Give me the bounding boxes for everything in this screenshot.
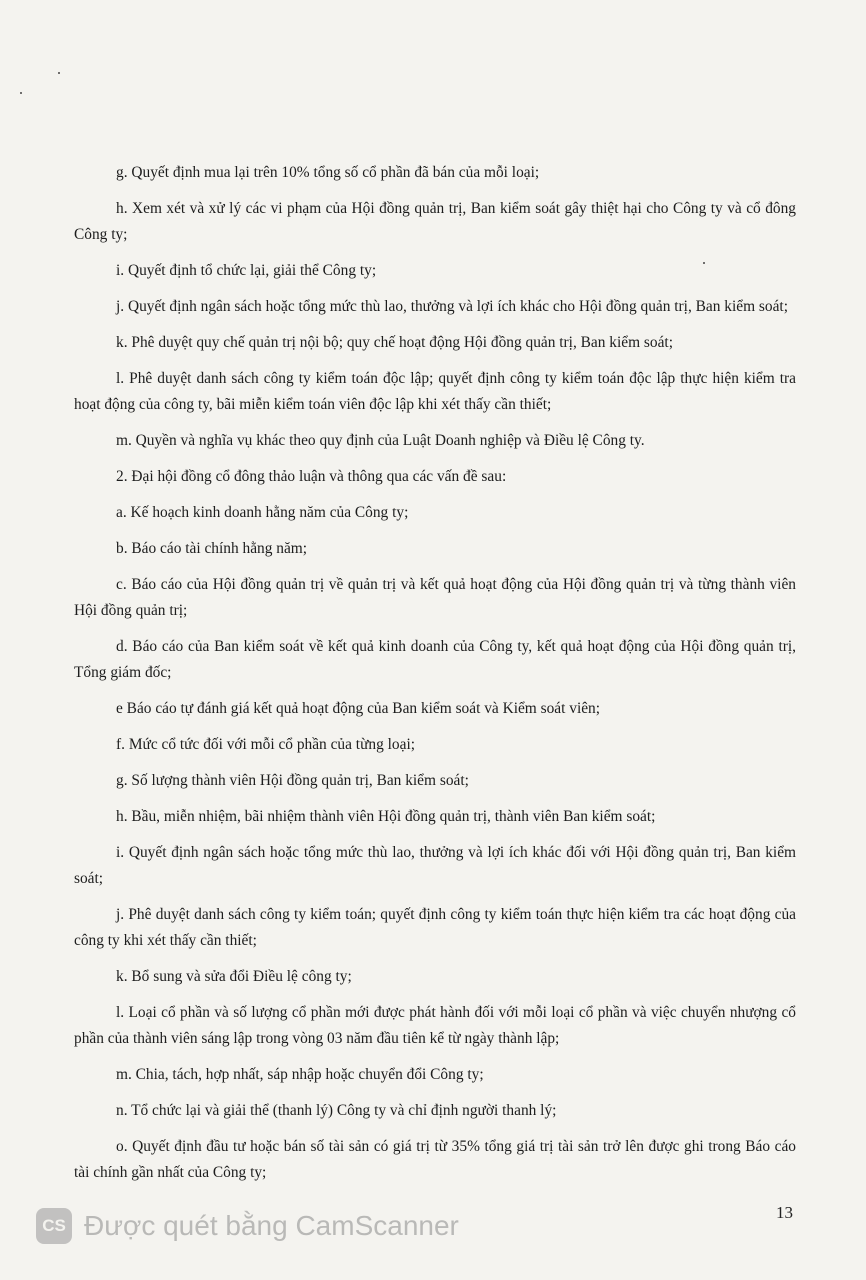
paragraph: l. Phê duyệt danh sách công ty kiểm toán độc lập; quyết định công ty kiểm toán độc lập thực hiện kiểm tra hoạt động của công ty, bãi miễn kiểm toán viên độc lập khi xét thấy cần thiết;: [74, 370, 796, 413]
scan-speck: [20, 92, 22, 94]
paragraph: b. Báo cáo tài chính hằng năm;: [116, 540, 308, 557]
paragraph: e Báo cáo tự đánh giá kết quả hoạt động của Ban kiểm soát và Kiểm soát viên;: [116, 700, 601, 717]
page-number: 13: [776, 1203, 793, 1222]
camscanner-logo-icon: CS: [36, 1208, 72, 1244]
paragraph: j. Quyết định ngân sách hoặc tổng mức thù lao, thưởng và lợi ích khác cho Hội đồng quản trị, Ban kiểm soát;: [116, 298, 788, 315]
paragraph: f. Mức cổ tức đối với mỗi cổ phần của từng loại;: [116, 736, 416, 753]
scan-speck: [58, 72, 60, 74]
paragraph: 2. Đại hội đồng cổ đông thảo luận và thông qua các vấn đề sau:: [116, 468, 507, 485]
paragraph: i. Quyết định ngân sách hoặc tổng mức thù lao, thưởng và lợi ích khác đối với Hội đồng quản trị, Ban kiểm soát;: [74, 844, 796, 887]
paragraph: i. Quyết định tổ chức lại, giải thể Công ty;: [116, 262, 377, 279]
paragraph: o. Quyết định đầu tư hoặc bán số tài sản có giá trị từ 35% tổng giá trị tài sản trở lên được ghi trong Báo cáo tài chính gần nhất của Công ty;: [74, 1138, 796, 1181]
paragraph: g. Quyết định mua lại trên 10% tổng số cổ phần đã bán của mỗi loại;: [116, 164, 540, 181]
paragraph: m. Chia, tách, hợp nhất, sáp nhập hoặc chuyển đổi Công ty;: [116, 1066, 484, 1083]
paragraph: k. Bổ sung và sửa đổi Điều lệ công ty;: [116, 968, 352, 985]
paragraph: m. Quyền và nghĩa vụ khác theo quy định của Luật Doanh nghiệp và Điều lệ Công ty.: [116, 432, 645, 449]
watermark-text: Được quét bằng CamScanner: [84, 1210, 459, 1241]
paragraph: d. Báo cáo của Ban kiểm soát về kết quả kinh doanh của Công ty, kết quả hoạt động của Hội đồng quản trị, Tổng giám đốc;: [74, 638, 796, 681]
paragraph: c. Báo cáo của Hội đồng quản trị về quản trị và kết quả hoạt động của Hội đồng quản trị và từng thành viên Hội đồng quản trị;: [74, 576, 796, 619]
paragraph: j. Phê duyệt danh sách công ty kiểm toán; quyết định công ty kiểm toán thực hiện kiểm tra các hoạt động của công ty khi xét thấy cần thiết;: [74, 906, 796, 949]
paragraph: k. Phê duyệt quy chế quản trị nội bộ; quy chế hoạt động Hội đồng quản trị, Ban kiểm soát;: [116, 334, 673, 351]
paragraph: h. Xem xét và xử lý các vi phạm của Hội đồng quản trị, Ban kiểm soát gây thiệt hại cho Công ty và cổ đông Công ty;: [74, 200, 796, 243]
paragraph: n. Tổ chức lại và giải thể (thanh lý) Công ty và chỉ định người thanh lý;: [116, 1102, 557, 1119]
paragraph: l. Loại cổ phần và số lượng cổ phần mới được phát hành đối với mỗi loại cổ phần và việc chuyển nhượng cổ phần của thành viên sáng lập trong vòng 03 năm đầu tiên kể từ ngày thành lập;: [74, 1004, 796, 1047]
paragraph: a. Kế hoạch kinh doanh hằng năm của Công ty;: [116, 504, 409, 521]
paragraph: g. Số lượng thành viên Hội đồng quản trị, Ban kiểm soát;: [116, 772, 469, 789]
paragraph: h. Bầu, miễn nhiệm, bãi nhiệm thành viên Hội đồng quản trị, thành viên Ban kiểm soát;: [116, 808, 656, 825]
camscanner-watermark: [36, 1208, 459, 1244]
document-body: [74, 160, 796, 1196]
